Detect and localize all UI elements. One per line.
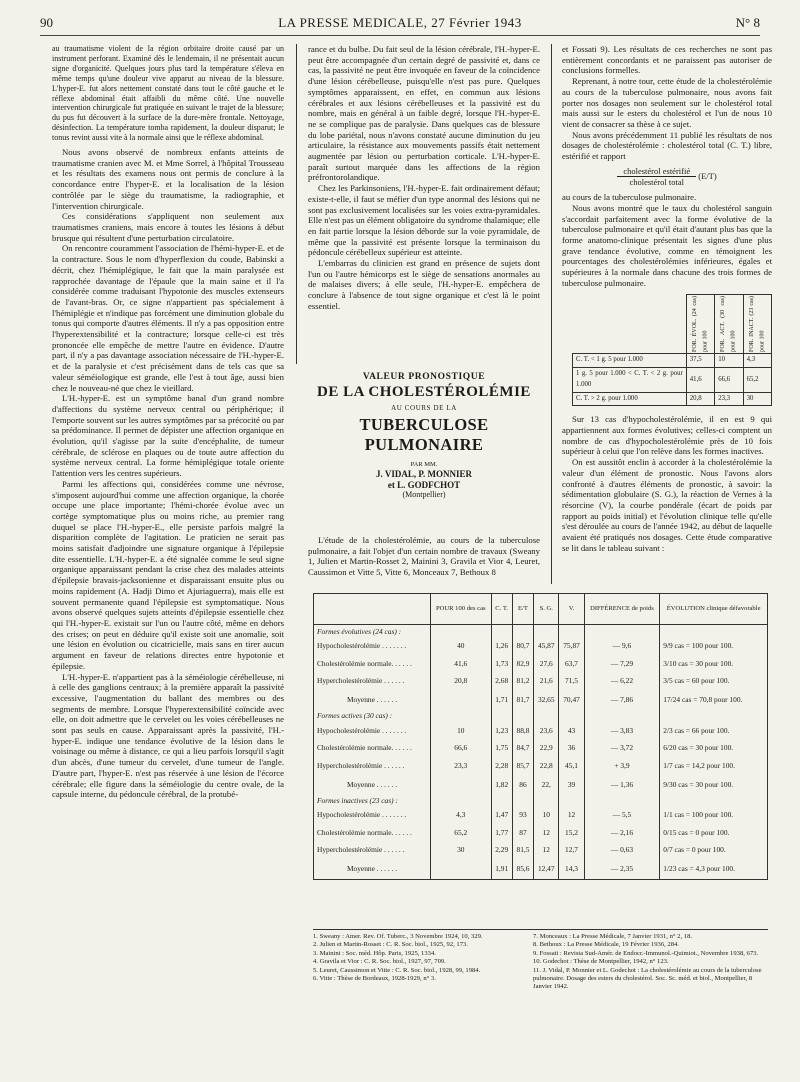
table-cell: 14,3 [559,859,584,880]
table-cell [431,859,492,880]
table-cell: 71,5 [559,672,584,690]
table-cell [512,625,533,638]
row-label: C. T. > 2 g. pour 1.000 [573,392,687,406]
table-cell: 4,3 [743,354,771,368]
footnotes-left [313,933,528,983]
table-cell: — 5,5 [584,806,660,824]
table-cell: 12,47 [534,859,559,880]
formula-ratio: (E/T) [698,170,717,181]
table-cell: — 7,86 [584,690,660,710]
table-header: ÉVOLUTION clinique défavorable [660,594,768,625]
table-cell: 84,7 [512,739,533,757]
table-cell: 70,47 [559,690,584,710]
article-by: PAR MM. [410,461,438,468]
table-cell [512,794,533,806]
body-paragraph: L'H.-hyper-E. est un symptôme banal d'un grand nombre d'affections du système nerveux central ou périphérique; il l'emporte souvent sur les autres symptômes par sa précocité ou par sa prédominance. Il permet de dépister une affection organique en évolution, qu'il s'agisse par la suite d'encéphalite, de tumeur cérébrale, de sclérose en plaques ou de toute autre affection du système nerveux central. La forme hémiplégique totale oriente l'attention vers les centres supérieurs. [52,393,284,479]
row-label: Hypercholestérolémie . . . . . . [314,757,431,775]
page-header [40,15,760,36]
table-cell: 12 [534,824,559,842]
table-cell [431,794,492,806]
article-title-line-2: TUBERCULOSE PULMONAIRE [359,415,489,454]
table-cell: 9/30 cas = 30 pour 100. [660,774,768,794]
table-cell: 87 [512,824,533,842]
table-row [314,722,768,740]
body-paragraph: Nous avons observé de nombreux enfants atteints de traumatisme cranien avec M. et Mme Sorrel, à l'hôpital Trousseau et les résultats des examens nous ont permis de conclure à la concordance entre l'hyper-E. et la localisation de la lésion contrôlée par le siège du traumatisme, la radiographie, et l'intervention chirurgicale. [52,147,284,211]
table-cell: — 7,29 [584,655,660,673]
table-cell: 22,9 [534,739,559,757]
row-label: 1 g. 5 pour 1.000 < C. T. < 2 g. pour 1.000 [573,368,687,392]
table-cell: 65,2 [743,368,771,392]
table-cell: — 9,6 [584,637,660,655]
table-header: S. G. [534,594,559,625]
page-number: 90 [40,15,53,30]
journal-title: LA PRESSE MEDICALE, 27 Février 1943 [278,15,522,30]
table-cell [512,710,533,722]
table-cell: 66,6 [431,739,492,757]
table-cell: 1/23 cas = 4,3 pour 100. [660,859,768,880]
column-2 [308,44,540,312]
column-rule [296,44,297,364]
footnote: 11. J. Vidal, P. Monnier et L. Godechot : La cholestérolémie au cours de la tuberculose pulmonaire. Dosage des esters du cholestérol. Soc. Sc. méd. et biol., Montpellier, 8 Janvier 1942. [533,966,762,991]
formula-denominator: cholestérol total [629,177,684,188]
ratio-formula [562,166,772,188]
table-header: FOR. ACT. (30 cas) pour 100 [720,296,737,353]
table-cell: 22, [534,774,559,794]
table-cell: 23,6 [534,722,559,740]
table-cell: — 3,72 [584,739,660,757]
table-cell: 3/5 cas = 60 pour 100. [660,672,768,690]
body-paragraph: Nous avons précédemment 11 publié les résultats de nos dosages de cholestérolémie : cholestérol total (C. T.) libre, estérifié et rapport [562,129,772,162]
section-title: Formes inactives (23 cas) : [314,794,431,806]
table-cell [584,794,660,806]
comparison-table [313,593,768,880]
body-paragraph: L'H.-hyper-E. n'appartient pas à la séméiologie cérébelleuse, ni à celle des ganglions centraux; à la première apparaît la passivité excessive, l'augmentation du ballant des membres ou des segments de membre. Lorsque l'hyperextensibilité coïncide avec elle, on doit admettre que le cervelet ou les voies cérébelleuses ne sont pas seuls en cause. Apparaissant après la passivité, l'H.-hyper-E. indique une tendance évolutive de la lésion dans le voisinage ou même à distance, ce qui a lieu parfois lorsqu'il s'agit d'un abcès, d'une tumeur du cervelet, d'une tumeur de l'angle. D'autre part, l'hyper-E. n'est pas réservée à une lésion de l'écorce cérébrale; elle figure dans la séméiologie du centre ovale, de la capsule interne, du pédoncule cérébral, de la protubé- [52,671,284,800]
column-1 [52,44,284,800]
body-paragraph: et Fossati 9). Les résultats de ces recherches ne sont pas entièrement concordants et ne paraissent pas autoriser de conclusions formelles. [562,44,772,76]
body-paragraph: au cours de la tuberculose pulmonaire. [562,192,697,203]
footnote: 9. Fossati : Revista Sud-Amér. de Endocr.-Immunol.-Quimiot., Novembre 1938, 673. [533,949,759,957]
table-cell: 12 [534,841,559,859]
table-cell: — 3,83 [584,722,660,740]
table-row [573,392,772,406]
body-paragraph: Reprenant, à notre tour, cette étude de la cholestérolémie au cours de la tuberculose pulmonaire, nous avons fait porter nos dosages non seulement sur le cholestérol total mais aussi sur le esters du cholestérol et l'un de nous 10 vient de consacrer sa thèse à ce sujet. [562,76,772,129]
table-cell: 1,47 [491,806,512,824]
table-cell: — 2,16 [584,824,660,842]
article-authors: J. VIDAL, P. MONNIER [375,469,472,479]
table-cell: 85,6 [512,859,533,880]
table-cell: 85,7 [512,757,533,775]
footnote: 4. Gravila et Vior : C. R. Soc. biol., 1927, 97, 709. [313,958,446,966]
table-cell: 1,23 [491,722,512,740]
table-cell: 1/1 cas = 100 pour 100. [660,806,768,824]
table-header: POUR 100 des cas [431,594,492,625]
table-header: E/T [512,594,533,625]
article-subtitle: AU COURS DE LA [391,404,457,412]
table-section-row [314,625,768,638]
table-cell [559,625,584,638]
table-cell [660,710,768,722]
footnote-rule [313,929,768,930]
table-cell: — 0,63 [584,841,660,859]
table-cell: 82,9 [512,655,533,673]
table-cell: 4,3 [431,806,492,824]
footnote: 3. Mainini : Soc. méd. Hôp. Paris, 1925, 1334. [313,949,436,957]
table-cell: 15,2 [559,824,584,842]
section-title: Formes actives (30 cas) : [314,710,431,722]
article-intro [308,535,540,578]
table-cell: 10 [431,722,492,740]
table-cell: — 1,36 [584,774,660,794]
table-row [314,774,768,794]
table-cell [534,625,559,638]
body-paragraph: Sur 13 cas d'hypocholestérolémie, il en est 9 qui appartiennent aux formes évolutives; celles-ci comptent un nombre de cas d'hypocholestérolémie près de 10 fois supérieur à celui que l'on relève dans les formes inactives. [562,414,772,457]
table-row [314,739,768,757]
article-authors: et L. GODFCHOT [387,480,461,490]
table-cell: 93 [512,806,533,824]
table-cell: 30 [431,841,492,859]
table-cell: 9/9 cas = 100 pour 100. [660,637,768,655]
footnote: 8. Bethoux : La Presse Médicale, 19 Février 1936, 284. [533,941,679,949]
table-cell: 30 [743,392,771,406]
table-cell: 37,5 [686,354,714,368]
table-cell: 1,71 [491,690,512,710]
article-heading [308,372,540,499]
table-header: C. T. [491,594,512,625]
table-cell: 36 [559,739,584,757]
table-cell: 41,6 [431,655,492,673]
table-cell: 81,2 [512,672,533,690]
table-cell: 1/7 cas = 14,2 pour 100. [660,757,768,775]
table-cell: 32,65 [534,690,559,710]
table-cell: — 2,35 [584,859,660,880]
table-row [314,806,768,824]
table-row [314,690,768,710]
body-paragraph: On est aussitôt enclin à accorder à la cholestérolémie la valeur d'un élément de pronostic. Nous l'avons alors confronté à d'autres éléments de pronostic, à savoir: la sédimentation globulaire (S. G.), la réaction de Vernes à la résorcine (V), la courbe pondérale (écart de poids par rapport au poids initial) et l'évolution clinique telle qu'elle s'est déroulée au cours de l'année 1942, au début de laquelle avaient été pratiqués nos dosages. Cette étude comparative se lit dans le tableau suivant : [562,457,772,553]
table-cell: 23,3 [715,392,743,406]
table-cell [431,625,492,638]
table-cell: 0/15 cas = 0 pour 100. [660,824,768,842]
row-label: Moyenne . . . . . . [314,774,431,794]
body-paragraph: On rencontre couramment l'association de l'hémi-hyper-E. et de la contracture. Sous le nom d'hyperflexion du coude, Babinski a décrit, chez l'hémiplégique, le fait que la main paralysée est rapprochée davantage de l'épaule que la main saine et il l'a considérée comme traduisant l'hypotonie des muscles extenseurs de l'avant-bras. Or, ce signe n'appartient pas spécialement à l'hémiplégie et n'indique pas forcément une diminution globale du tonus qui comporte d'autres éléments. Il n'y a pas opposition entre l'hyperextensibilité et la contracture; lorsque celle-ci est très prononcée elle empêche de mettre l'autre en évidence. D'autre part, il n'y a pas davantage association nécessaire de l'H.-hyper-E. et de la paralysie et c'est précisément dans de tels cas que sa valeur séméiologique est grande, elle l'est à tout âge, aussi bien chez le nouveau-né que chez le vieillard. [52,243,284,393]
table-cell [584,625,660,638]
table-cell: 22,8 [534,757,559,775]
table-cell: 2,68 [491,672,512,690]
table-cell: 20,8 [431,672,492,690]
row-label: Hypocholestérolémie . . . . . . . [314,637,431,655]
row-label: Cholestérolémie normale. . . . . . [314,739,431,757]
table-cell: 40 [431,637,492,655]
body-paragraph: L'étude de la cholestérolémie, au cours de la tuberculose pulmonaire, a fait l'objet d'un certain nombre de travaux (Sweany 1, Julien et Martin-Rosset 2, Mainini 3, Gravila et Vior 4, Leuret, Caussimon et Vitte 5, Vitte 6, Monceaux 7, Bethoux 8 [308,535,540,578]
table-cell: 45,1 [559,757,584,775]
table-cell: 1,82 [491,774,512,794]
table-row [314,824,768,842]
table-cell: 1,91 [491,859,512,880]
table-header-row [573,295,772,354]
footnote: 1. Sweany : Amer. Rev. Of. Tuberc., 3 Novembre 1924, 10, 329. [313,933,483,940]
table-row [314,841,768,859]
table-cell: 21,6 [534,672,559,690]
table-row [314,757,768,775]
table-row [573,354,772,368]
table-cell: 1,77 [491,824,512,842]
table-cell [431,774,492,794]
footnote: 6. Vitte : Thèse de Bordeaux, 1928-1929, n° 3. [313,975,436,983]
table-cell [660,794,768,806]
issue-number: N° 8 [735,15,760,30]
row-label: Cholestérolémie normale. . . . . . [314,655,431,673]
table-cell: 12 [559,806,584,824]
table-header [314,594,431,625]
table-cell: 1,26 [491,637,512,655]
table-section-row [314,710,768,722]
table-cell: 39 [559,774,584,794]
table-cell: 86 [512,774,533,794]
table-cell [584,710,660,722]
row-label: C. T. < 1 g. 5 pour 1.000 [573,354,687,368]
table-row [573,368,772,392]
table-row [314,859,768,880]
table-cell [491,710,512,722]
distribution-table [572,294,772,406]
table-header: V. [559,594,584,625]
table-cell [431,690,492,710]
row-label: Hypercholestérolémie . . . . . . [314,672,431,690]
body-paragraph: Ces considérations s'appliquent non seulement aux traumatismes craniens, mais encore à toutes les lésions à début brusque qui résultent d'une perturbation circulatoire. [52,211,284,243]
body-paragraph: L'embarras du clinicien est grand en présence de sujets dont l'un ou l'autre hémicorps est le siège de sensations anormales au de malaises divers; à elle seule, l'H.-hyper-E. empêchera de conclure à l'absence de tout signe organique et c'est là le point essentiel. [308,258,540,311]
formula-numerator: cholestérol estérifié [617,166,696,178]
body-paragraph: rance et du bulbe. Du fait seul de la lésion cérébrale, l'H.-hyper-E. peut être accompagnée d'un certain degré de passivité et, dans ce cas, la passivité ne peut être invoquée en faveur de la coïncidence d'une lésion cérébelleuse, puisqu'elle n'est pas pure. Quelques symptômes apparaissent, en effet, en commun aux lésions cérébrales et aux lésions cérébelleuses et la passivité est du nombre, mais en général à un faible degré, lorsque l'H.-hyper-E. ne se complique pas de paralysie. Dans quelques cas de blessure du lobe pariétal, nous n'avons constaté aucune diminution du jeu articulaire, la résistance aux mouvements passifs était nettement augmentée par lésion ou perturbation corticale. L'H.-hyper-E. paraît surtout marquée dans les affections de la région préfrontorolandique. [308,44,540,183]
body-paragraph: Parmi les affections qui, considérées comme une névrose, s'imposent aujourd'hui comme une affection organique, la chorée occupe une place importante; l'hémi-chorée évolue avec un cortège symptomatique plus ou moins riche, au premier rang duquel se place l'H.-hyper-E., elle persiste parfois malgré la disparition complète de l'agitation. Le praticien ne serait pas moins satisfait d'adjoindre une signature organique à l'épilepsie dite essentielle. L'H.-hyper-E. a été signalée comme le seul signe organique apparaissant pendant la crise chez des malades atteints d'épilepsie bravais-jacksonienne et disparaissant ensuite plus ou moins rapidement (A. Hadji Dimo et Ajuriaguerra), mais elle est souvent permanente quand l'épilepsie est symptomatique. Nous avons observé quelques sujets atteints d'épilepsie essentielle chez qui l'H.-hyper-E. existait sur l'un ou l'autre côté, même en dehors des crises; on peut en déduire qu'il existe soit une anomalie, soit une lésion en évolution ou cicatricielle, mais sans en tirer aucun argument en faveur de relations directes entre hypotonie et épilepsie. [52,478,284,671]
table-row [314,672,768,690]
column-3 [562,44,772,553]
table-header-row [314,594,768,625]
table-cell [491,794,512,806]
table-cell: 12,7 [559,841,584,859]
table-cell: 65,2 [431,824,492,842]
footnote: 5. Leuret, Caussimon et Vitte : C. R. Soc. biol., 1928, 99, 1984. [313,966,481,974]
table-header: FOR. ÉVOL. (24 cas) pour 100 [691,296,709,353]
article-place: (Montpellier) [402,490,446,499]
case-report-paragraph: au traumatisme violent de la région orbitaire droite causé par un instrument perforant. Examiné dès le lendemain, il ne présentait aucun signe d'organicité. Quelques jours plus tard la température s'éleva en même temps qu'une douleur vive apparut au niveau de la blessure. L'hyper-E. fut alors nettement constaté dans tout le côté gauche et le réflexe abdominal était affaibli du même côté. Une nouvelle intervention chirurgicale fut pratiquée en suivant le trajet de la blessure; du pus fut découvert à la surface de la dure-mère frontale. Nettoyage, désinfection. La température tomba rapidement, la douleur disparut; le tonus revint aussi vite à la normale ainsi que le réflexe abdominal. [52,44,284,143]
table-cell: 45,87 [534,637,559,655]
table-section-row [314,794,768,806]
table-cell: — 6,22 [584,672,660,690]
table-row [314,655,768,673]
table-cell: 2,29 [491,841,512,859]
table-cell: 27,6 [534,655,559,673]
table-cell: 63,7 [559,655,584,673]
section-title: Formes évolutives (24 cas) : [314,625,431,638]
table-cell: 20,8 [686,392,714,406]
footnotes-right [533,933,771,992]
row-label: Moyenne . . . . . . [314,690,431,710]
table-cell: 2/3 cas = 66 pour 100. [660,722,768,740]
row-label: Hypocholestérolémie . . . . . . . [314,722,431,740]
table-cell [559,710,584,722]
table-cell: 66,6 [715,368,743,392]
body-paragraph: Nous avons montré que le taux du cholestérol sanguin s'accordait parfaitement avec la forme évolutive de la tuberculose pulmonaire et qu'il était d'autant plus bas que la forme anatomo-clinique présentait les signes d'une plus grave tendance évolutive, comme en témoignent les pourcentages des cholestérolémies inférieures, égales et supérieures à la normale dans chacune des trois formes de tuberculose pulmonaire. [562,202,772,288]
table-cell: 6/20 cas = 30 pour 100. [660,739,768,757]
table-cell: 0/7 cas = 0 pour 100. [660,841,768,859]
table-cell: 23,3 [431,757,492,775]
article-title-line-1: DE LA CHOLESTÉROLÉMIE [317,384,531,400]
table-cell: 81,5 [512,841,533,859]
article-kicker: VALEUR PRONOSTIQUE [362,372,486,382]
table-cell: 2,28 [491,757,512,775]
table-cell: 43 [559,722,584,740]
table-cell [559,794,584,806]
row-label: Cholestérolémie normale. . . . . . [314,824,431,842]
table-cell: 3/10 cas = 30 pour 100. [660,655,768,673]
table-row [314,637,768,655]
table-cell [431,710,492,722]
table-cell [491,625,512,638]
row-label: Hypocholestérolémie . . . . . . . [314,806,431,824]
column-rule [551,44,552,584]
table-cell: 80,7 [512,637,533,655]
table-cell [534,794,559,806]
table-cell: 1,73 [491,655,512,673]
footnote: 10. Godechot : Thèse de Montpellier, 1942, n° 123. [533,958,669,966]
footnote: 2. Julien et Martin-Rosset : C. R. Soc. biol., 1925, 92, 173. [313,941,468,949]
table-cell [660,625,768,638]
table-cell: 10 [534,806,559,824]
table-cell: 10 [715,354,743,368]
table-header: FOR. INACT. (23 cas) pour 100 [748,296,766,353]
table-cell: 1,75 [491,739,512,757]
table-cell: 75,87 [559,637,584,655]
table-cell: + 3,9 [584,757,660,775]
row-label: Hypercholestérolémie . . . . . . [314,841,431,859]
row-label: Moyenne . . . . . . [314,859,431,880]
footnote: 7. Monceaux : La Presse Médicale, 7 Janvier 1931, n° 2, 18. [533,933,693,940]
body-paragraph: Chez les Parkinsoniens, l'H.-hyper-E. fait ordinairement défaut; existe-t-elle, il faut se méfier d'un type anormal des lésions qui ne sont pas exclusivement localisées sur les voies extra-pyramidales. Elle n'est pas un élément obligatoire du syndrome thalamique; elle en fait partie lorsque la lésion déborde sur la voie pyramidale, de même que la passivité est présente lorsque la terminaison du pédoncule cérébelleux supérieur est atteinte. [308,183,540,258]
table-header: DIFFÉRENCE de poids [584,594,660,625]
table-cell: 41,6 [686,368,714,392]
table-cell: 81,7 [512,690,533,710]
table-cell: 17/24 cas = 70,8 pour 100. [660,690,768,710]
table-cell [534,710,559,722]
table-cell: 88,8 [512,722,533,740]
